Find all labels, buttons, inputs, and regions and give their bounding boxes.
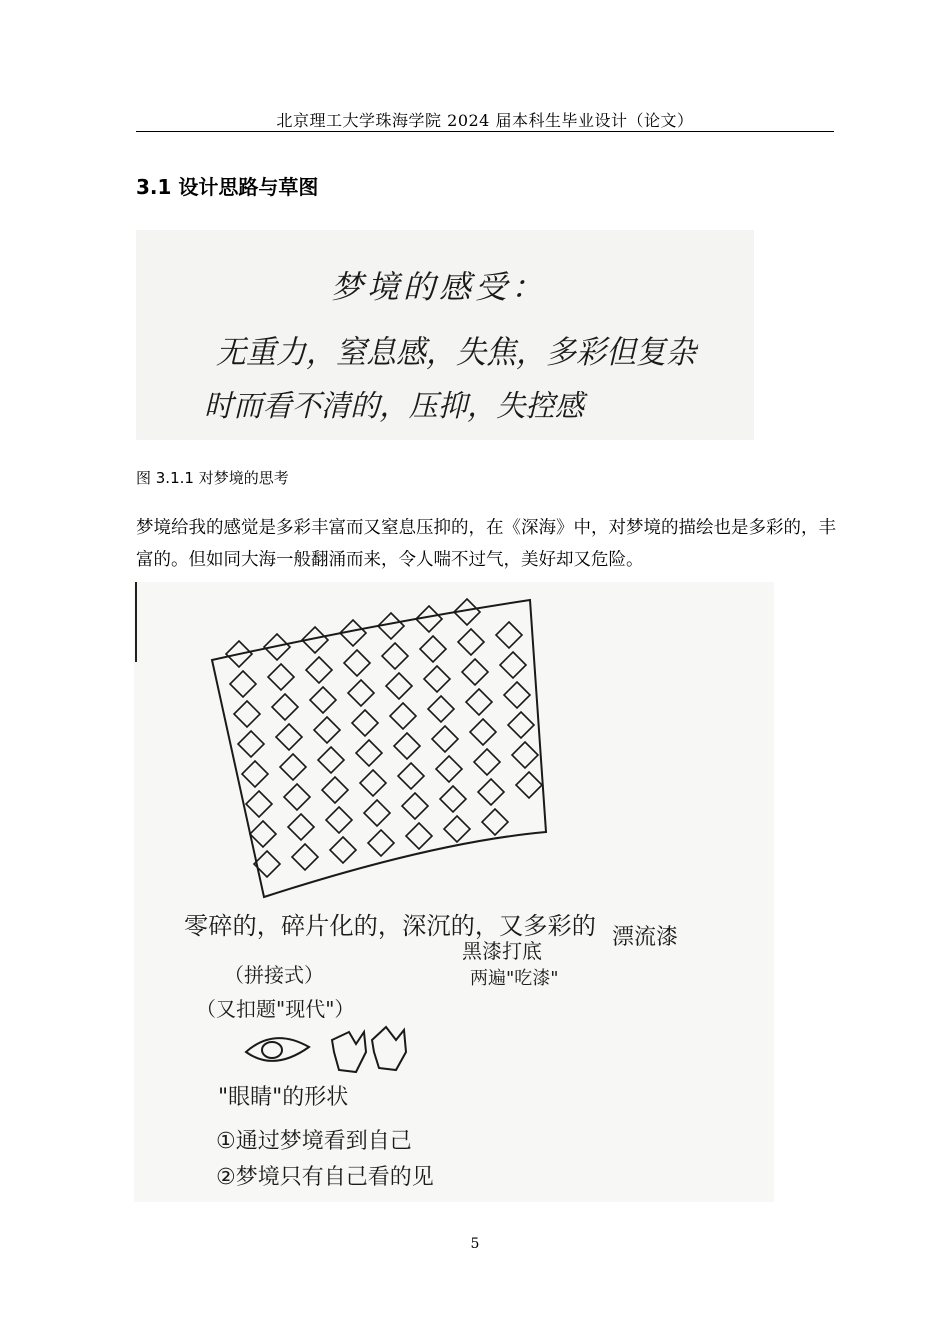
lattice-diamond (428, 696, 454, 722)
lattice-diamond (406, 823, 432, 849)
note-lacquer: 黑漆打底 (462, 939, 542, 963)
lattice-diamond (466, 689, 492, 715)
lattice-diamond (310, 687, 336, 713)
lattice-diamond (394, 733, 420, 759)
lattice-diamond (234, 701, 260, 727)
lattice-diamond (326, 807, 352, 833)
lattice-diamond (284, 784, 310, 810)
lattice-diamond (500, 652, 526, 678)
lattice-diamond (322, 777, 348, 803)
lattice-diamond (352, 710, 378, 736)
lattice-diamond (496, 622, 522, 648)
lattice-diamond (432, 726, 458, 752)
lattice-diamond (512, 742, 538, 768)
lattice-diamond (382, 643, 408, 669)
lattice-diamond (474, 749, 500, 775)
handwritten-notes-image (136, 230, 754, 440)
lattice-diamond (402, 793, 428, 819)
page-number: 5 (470, 1236, 480, 1252)
figure-caption: 图 3.1.1 对梦境的思考 (136, 469, 289, 487)
lattice-diamond (318, 747, 344, 773)
lattice-diamond (508, 712, 534, 738)
lattice-diamond (356, 740, 382, 766)
note-floating: 漂流漆 (612, 925, 679, 950)
lattice-diamond (242, 761, 268, 787)
lattice-diamond (436, 756, 462, 782)
lattice-diamond (458, 629, 484, 655)
note-theme: （又扣题"现代"） (196, 997, 355, 1021)
note-point-2: ②梦境只有自己看的见 (216, 1165, 434, 1190)
lattice-diamond (398, 763, 424, 789)
lattice-diamond (306, 657, 332, 683)
eye-shape-sketch (246, 1027, 406, 1072)
lattice-diamond (516, 772, 542, 798)
lattice-diamond (386, 673, 412, 699)
lattice-diamond (462, 659, 488, 685)
lattice-diamond (470, 719, 496, 745)
note-eye: "眼睛"的形状 (218, 1085, 349, 1110)
lattice-diamond (288, 814, 314, 840)
lattice-diamond (348, 680, 374, 706)
handwriting-line-2: 无重力，窒息感，失焦，多彩但复杂 (216, 333, 699, 371)
handwriting-line-3: 时而看不清的，压抑，失控感 (204, 389, 588, 424)
lattice-diamond (230, 671, 256, 697)
note-splice: （拼接式） (224, 963, 324, 987)
handwriting-line-1: 梦境的感受： (331, 268, 548, 306)
note-keywords: 零碎的，碎片化的，深沉的，又多彩的 (184, 912, 596, 940)
section-title: 3.1 设计思路与草图 (136, 175, 319, 199)
lattice-diamond (246, 791, 272, 817)
lattice-diamond (238, 731, 264, 757)
lattice-diamond (440, 786, 466, 812)
lattice-diamond (330, 837, 356, 863)
lattice-diamond (292, 844, 318, 870)
lattice-diamond (420, 636, 446, 662)
lattice-diamond (276, 724, 302, 750)
running-header: 北京理工大学珠海学院 2024 届本科生毕业设计（论文） (276, 111, 694, 130)
lattice-diamond (272, 694, 298, 720)
lattice-diamond (504, 682, 530, 708)
lattice-diamond (268, 664, 294, 690)
sketch-image (134, 582, 774, 1202)
lattice-diamond (364, 800, 390, 826)
lattice-diamond (390, 703, 416, 729)
lattice-diamond (444, 816, 470, 842)
lattice-diamond (424, 666, 450, 692)
lattice-diamond (344, 650, 370, 676)
note-point-1: ①通过梦境看到自己 (216, 1129, 412, 1154)
lattice-diamond (280, 754, 306, 780)
note-lacquer-2: 两遍"吃漆" (470, 968, 559, 989)
body-paragraph: 梦境给我的感觉是多彩丰富而又窒息压抑的，在《深海》中，对梦境的描绘也是多彩的，丰富的。但如同大海一般翻涌而来，令人喘不过气，美好却又危险。 (136, 518, 836, 570)
lattice-diamond (478, 779, 504, 805)
lattice-diamond (368, 830, 394, 856)
header-rule (136, 131, 834, 132)
lattice-diamond (250, 821, 276, 847)
lattice-diamond (482, 809, 508, 835)
lattice-frame (212, 600, 546, 897)
lattice-diamond (360, 770, 386, 796)
lattice-diamond (314, 717, 340, 743)
